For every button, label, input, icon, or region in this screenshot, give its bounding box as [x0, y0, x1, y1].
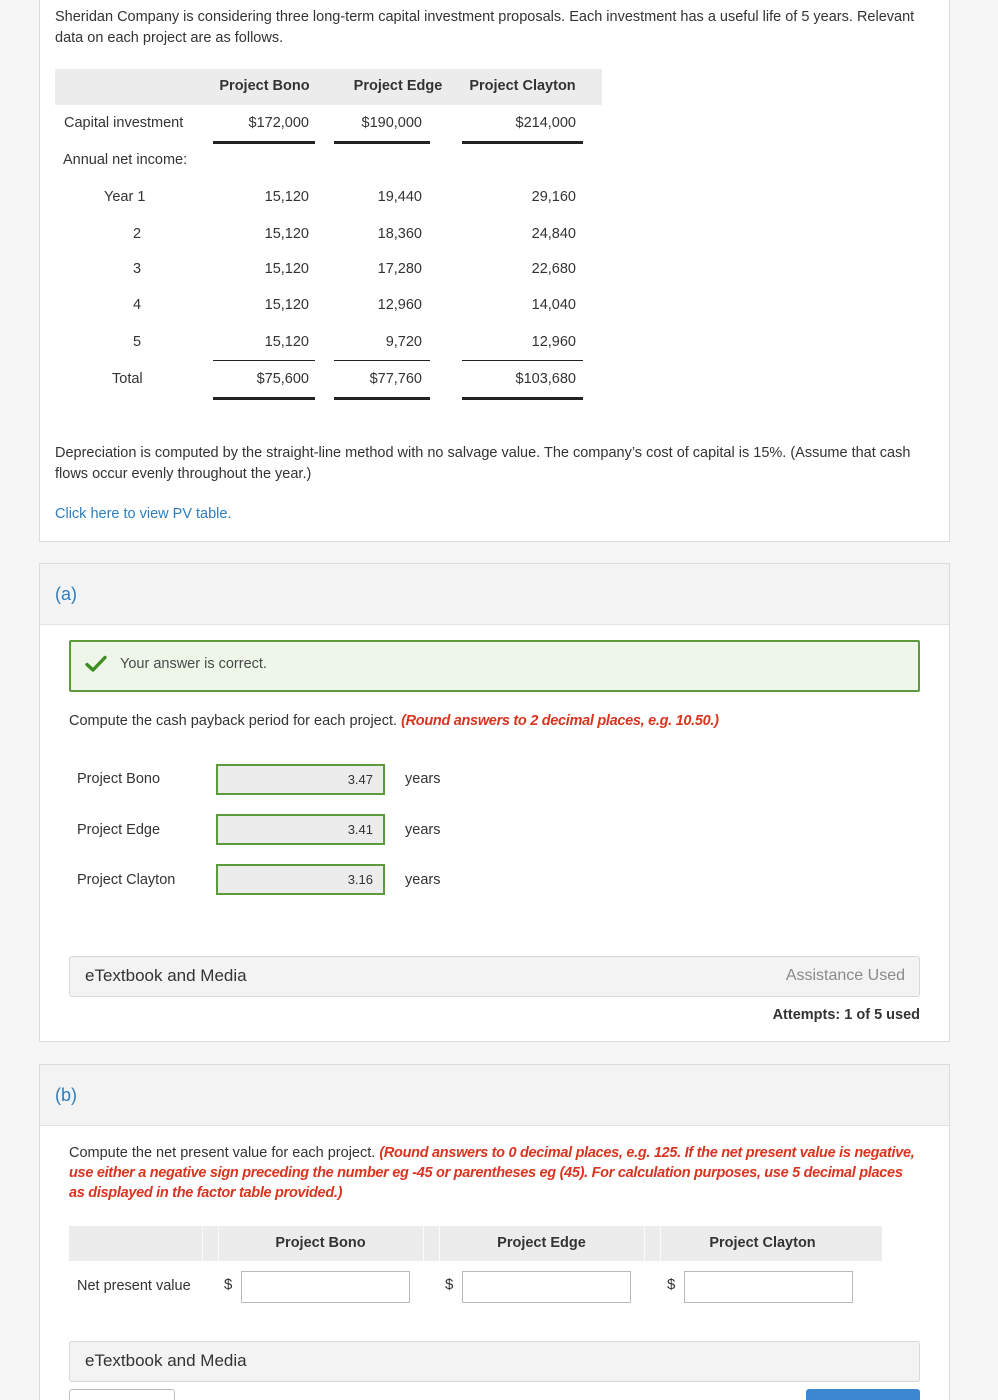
col-header-edge: Project Edge: [353, 78, 443, 94]
income-edge: 19,440: [377, 189, 422, 205]
year-label: Year 1: [104, 189, 146, 205]
npv-col-header-bono: Project Bono: [275, 1235, 366, 1251]
assistance-used-label: Assistance Used: [785, 967, 905, 984]
rule: [213, 141, 315, 144]
submit-button[interactable]: [806, 1389, 920, 1400]
correct-status-text: Your answer is correct.: [120, 656, 267, 672]
capital-edge: $190,000: [361, 115, 422, 131]
total-label: Total: [112, 371, 143, 387]
part-a-header: [40, 564, 949, 625]
pv-table-link[interactable]: Click here to view PV table.: [55, 506, 232, 522]
currency-symbol: $: [445, 1276, 454, 1293]
answer-label-edge: Project Edge: [77, 822, 161, 838]
npv-row-label: Net present value: [77, 1278, 191, 1294]
rule: [213, 360, 315, 361]
npv-col-header-edge: Project Edge: [497, 1235, 586, 1251]
rule: [334, 141, 430, 144]
unit-years: years: [405, 822, 441, 838]
col-header-clayton: Project Clayton: [469, 78, 576, 94]
column-divider: [439, 1226, 440, 1261]
secondary-button[interactable]: [69, 1389, 175, 1400]
income-edge: 17,280: [377, 261, 422, 277]
income-bono: 15,120: [264, 226, 309, 242]
income-edge: 18,360: [377, 226, 422, 242]
income-bono: 15,120: [264, 261, 309, 277]
npv-col-header-clayton: Project Clayton: [709, 1235, 816, 1251]
annual-net-income-label: Annual net income:: [63, 152, 188, 168]
column-divider: [218, 1226, 219, 1261]
column-divider: [202, 1226, 203, 1261]
etextbook-media-label[interactable]: eTextbook and Media: [85, 966, 247, 985]
part-b-question-text: Compute the net present value for each project.: [69, 1145, 380, 1161]
problem-note: Depreciation is computed by the straight-line method with no salvage value. The company’s cost of capital is 15%. (Assume that cash flows occur evenly throughout the year.): [55, 445, 911, 482]
income-bono: 15,120: [264, 334, 309, 350]
part-b-question: [69, 1143, 919, 1203]
income-clayton: 12,960: [531, 334, 576, 350]
npv-input-clayton[interactable]: [684, 1271, 853, 1303]
part-a-question-text: Compute the cash payback period for each project.: [69, 713, 402, 729]
problem-intro: Sheridan Company is considering three long-term capital investment proposals. Each investment has a useful life of 5 years. Relevant data on each project are as follows.: [55, 9, 915, 46]
year-label: 5: [133, 334, 142, 350]
unit-years: years: [405, 872, 441, 888]
column-divider: [660, 1226, 661, 1261]
answer-label-clayton: Project Clayton: [77, 872, 176, 888]
income-bono: 15,120: [264, 189, 309, 205]
npv-input-edge[interactable]: [462, 1271, 631, 1303]
payback-input-edge[interactable]: 3.41: [216, 814, 385, 845]
capital-clayton: $214,000: [515, 115, 576, 131]
capital-bono: $172,000: [248, 115, 309, 131]
column-divider: [423, 1226, 424, 1261]
checkmark-icon: [84, 652, 108, 676]
income-bono: 15,120: [264, 297, 309, 313]
income-clayton: 22,680: [531, 261, 576, 277]
year-label: 3: [133, 261, 142, 277]
answer-label-bono: Project Bono: [77, 771, 161, 787]
part-a-question: [69, 713, 719, 729]
double-rule: [213, 397, 315, 400]
column-divider: [644, 1226, 645, 1261]
unit-years: years: [405, 771, 441, 787]
income-edge: 9,720: [385, 334, 422, 350]
currency-symbol: $: [667, 1276, 676, 1293]
income-clayton: 29,160: [531, 189, 576, 205]
part-a-hint: (Round answers to 2 decimal places, e.g. 10.50.): [401, 713, 719, 729]
part-a-letter: (a): [55, 584, 77, 604]
part-b-letter: (b): [55, 1085, 77, 1105]
total-clayton: $103,680: [515, 371, 576, 387]
year-label: 4: [133, 297, 142, 313]
income-clayton: 14,040: [531, 297, 576, 313]
double-rule: [462, 397, 583, 400]
part-b-header: [40, 1065, 949, 1126]
attempts-counter: Attempts: 1 of 5 used: [772, 1007, 920, 1023]
part-b-hint: (Round answers to 0 decimal places, e.g. 125. If the net present value is negative, use either a negative sign preceding the number eg -45 or parentheses eg (45). For calculation purposes, use 5 decimal places as displayed in the factor table provided.): [69, 1145, 915, 1201]
etextbook-media-label[interactable]: eTextbook and Media: [85, 1351, 247, 1370]
double-rule: [334, 397, 430, 400]
rule: [462, 141, 583, 144]
total-edge: $77,760: [369, 371, 422, 387]
total-bono: $75,600: [256, 371, 309, 387]
income-edge: 12,960: [377, 297, 422, 313]
rule: [334, 360, 430, 361]
capital-investment-label: Capital investment: [64, 115, 184, 131]
col-header-bono: Project Bono: [219, 78, 310, 94]
rule: [462, 360, 583, 361]
currency-symbol: $: [224, 1276, 233, 1293]
payback-input-clayton[interactable]: 3.16: [216, 864, 385, 895]
year-label: 2: [133, 226, 142, 242]
income-clayton: 24,840: [531, 226, 576, 242]
npv-input-bono[interactable]: [241, 1271, 410, 1303]
payback-input-bono[interactable]: 3.47: [216, 764, 385, 795]
